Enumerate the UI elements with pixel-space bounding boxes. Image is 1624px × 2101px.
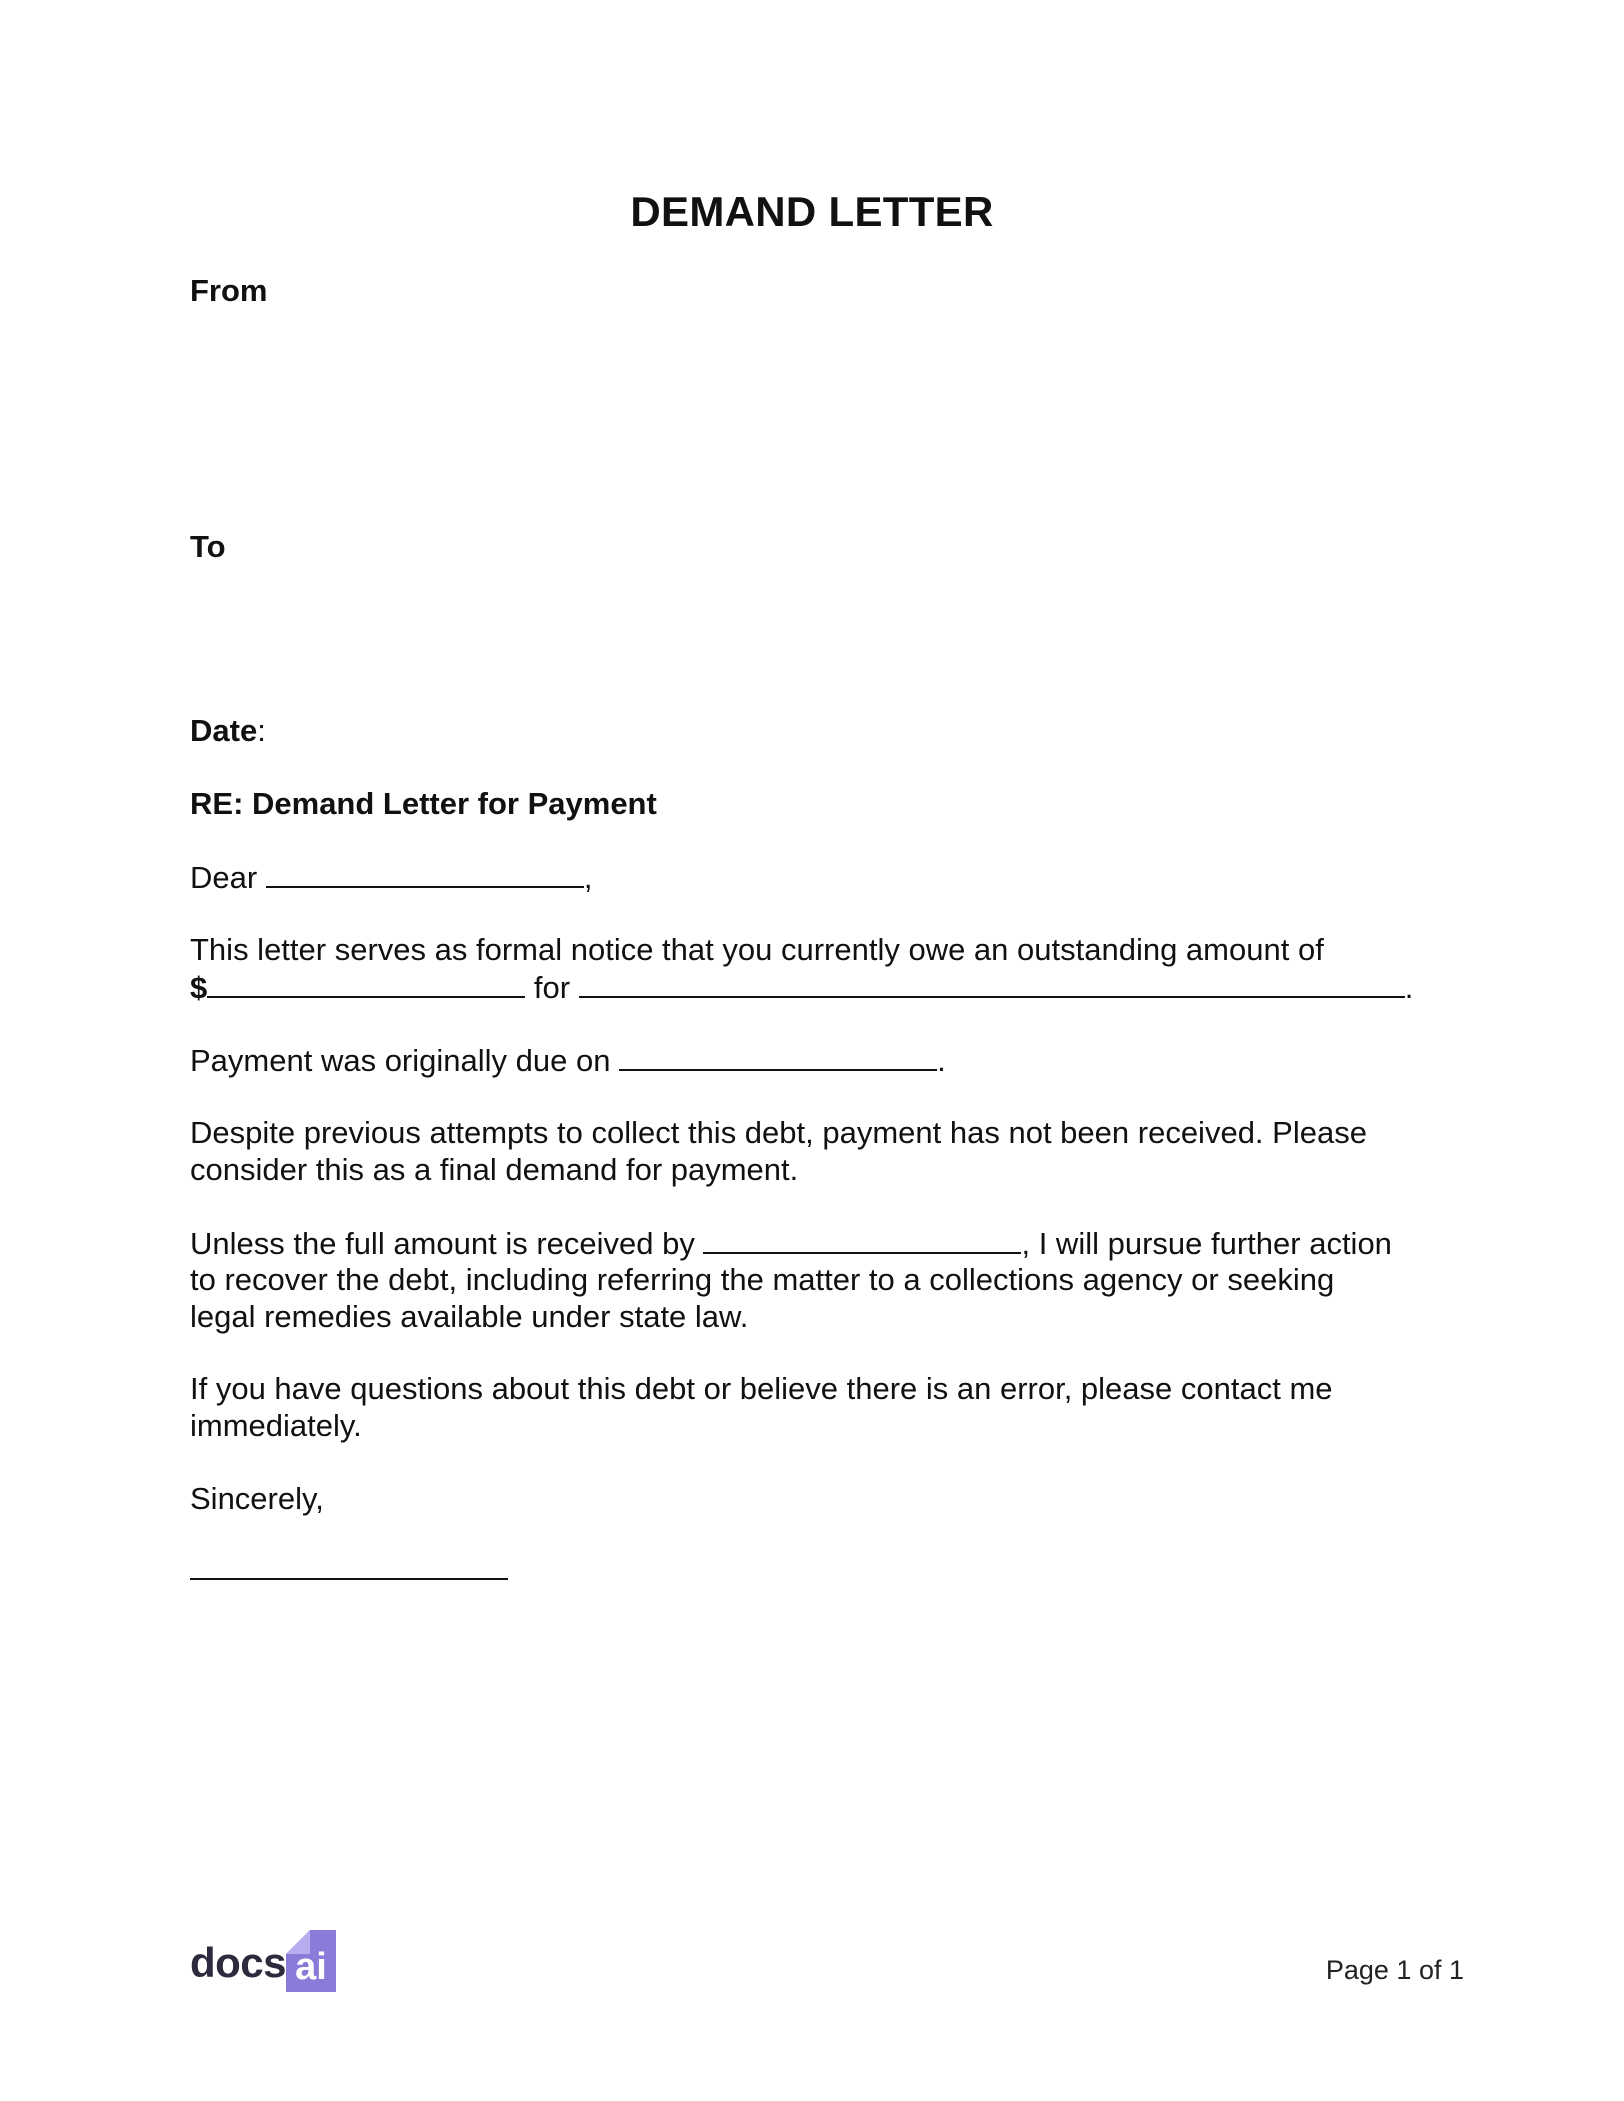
despite-paragraph-line2: consider this as a final demand for payment. [190,1152,799,1187]
date-colon: : [257,713,266,748]
questions-paragraph-line1: If you have questions about this debt or believe there is an error, please contact me [190,1371,1333,1406]
debt-reason-blank[interactable] [579,968,1405,998]
amount-paragraph-line2 [190,968,1413,1006]
amount-paragraph-line1: This letter serves as formal notice that you currently owe an outstanding amount of [190,932,1324,967]
amount-blank[interactable] [207,968,525,998]
re-line: RE: Demand Letter for Payment [190,786,657,821]
unless-suffix: , I will pursue further action [1021,1226,1392,1261]
questions-paragraph-line2: immediately. [190,1408,362,1443]
despite-paragraph-line1: Despite previous attempts to collect this debt, payment has not been received. Please [190,1115,1367,1150]
to-label: To [190,529,226,564]
due-prefix: Payment was originally due on [190,1043,611,1078]
docsai-logo [190,1926,390,1996]
date-label: Date [190,713,258,748]
due-date-blank[interactable] [619,1041,937,1071]
due-date-line [190,1041,946,1079]
closing: Sincerely, [190,1481,324,1516]
amount-end: . [1404,970,1414,1005]
unless-prefix: Unless the full amount is received by [190,1226,695,1261]
document-title: DEMAND LETTER [630,188,994,235]
for-text: for [533,970,571,1005]
recipient-name-blank[interactable] [266,858,584,888]
date-line [190,712,266,749]
unless-paragraph-line3: legal remedies available under state law. [190,1299,749,1334]
dollar-sign: $ [190,970,208,1005]
unless-paragraph-line2: to recover the debt, including referring the matter to a collections agency or seeking [190,1262,1335,1297]
salutation-line [190,858,592,896]
salutation-suffix: , [583,860,593,895]
logo-badge-text: ai [295,1946,327,1988]
logo-text: docs [190,1939,287,1986]
signature-line[interactable] [190,1578,508,1580]
salutation-prefix: Dear [190,860,258,895]
from-label: From [190,273,268,308]
page-number: Page 1 of 1 [1325,1955,1464,1985]
unless-paragraph-line1 [190,1224,1392,1262]
deadline-blank[interactable] [703,1224,1021,1254]
due-end: . [937,1043,946,1078]
